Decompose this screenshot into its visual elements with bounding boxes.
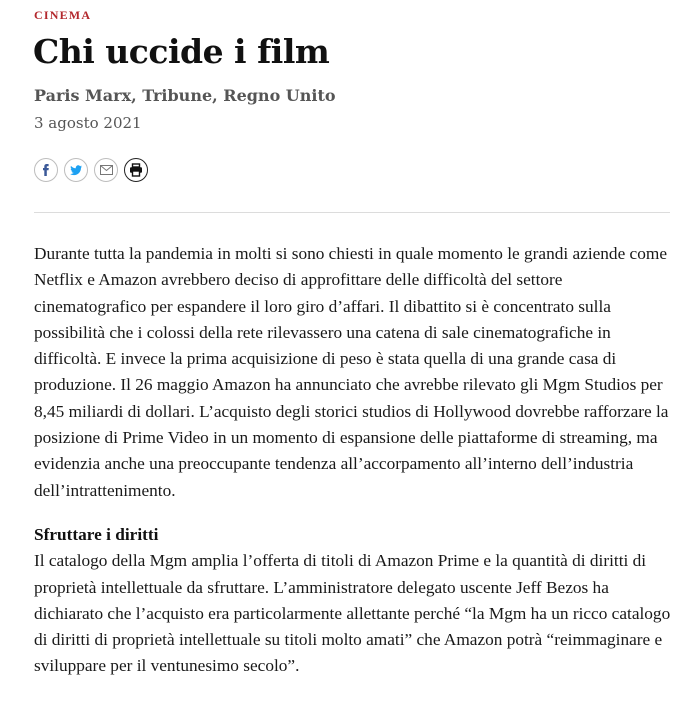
share-bar: [34, 158, 148, 182]
email-icon: [100, 165, 113, 175]
section-label[interactable]: CINEMA: [34, 8, 92, 22]
article-body: [34, 241, 674, 680]
twitter-icon: [69, 163, 83, 177]
article-title: Chi uccide i film: [33, 32, 330, 71]
print-button[interactable]: [124, 158, 148, 182]
body-paragraph: Il catalogo della Mgm amplia l’offerta di titoli di Amazon Prime e la quantità di diritti di proprietà intellettuale da sfruttare. L’amministratore delegato uscente Jeff Bezos ha dichiarato che l’acquisto era particolarmente allettante perché “la Mgm ha un ricco catalogo di diritti di proprietà intellettuale su titoli molto amati” che Amazon potrà “reimmaginare e sviluppare per il ventunesimo secolo”.: [34, 551, 671, 676]
twitter-share-button[interactable]: [64, 158, 88, 182]
email-share-button[interactable]: [94, 158, 118, 182]
facebook-share-button[interactable]: [34, 158, 58, 182]
body-paragraph: Durante tutta la pandemia in molti si sono chiesti in quale momento le grandi aziende come Netflix e Amazon avrebbero deciso di approfittare delle difficoltà del settore cinematografico per espandere il loro giro d’affari. Il dibattito si è concentrato sulla possibilità che i colossi della rete rilevassero una catena di sale cinematografiche in difficoltà. E invece la prima acquisizione di peso è stata quella di una grande casa di produzione. Il 26 maggio Amazon ha annunciato che avrebbe rilevato gli Mgm Studios per 8,45 miliardi di dollari. L’acquisto degli storici studios di Hollywood dovrebbe rafforzare la posizione di Prime Video in un momento di espansione delle piattaforme di streaming, ma evidenzia anche una preoccupante tendenza all’accorpamento all’interno dell’industria dell’intrattenimento.: [34, 244, 669, 500]
header-divider: [34, 212, 670, 213]
body-subheading: Sfruttare i diritti: [34, 524, 159, 544]
facebook-icon: [39, 163, 53, 177]
print-icon: [129, 163, 143, 177]
article-date: 3 agosto 2021: [34, 114, 142, 132]
article-byline: Paris Marx, Tribune, Regno Unito: [34, 86, 336, 105]
